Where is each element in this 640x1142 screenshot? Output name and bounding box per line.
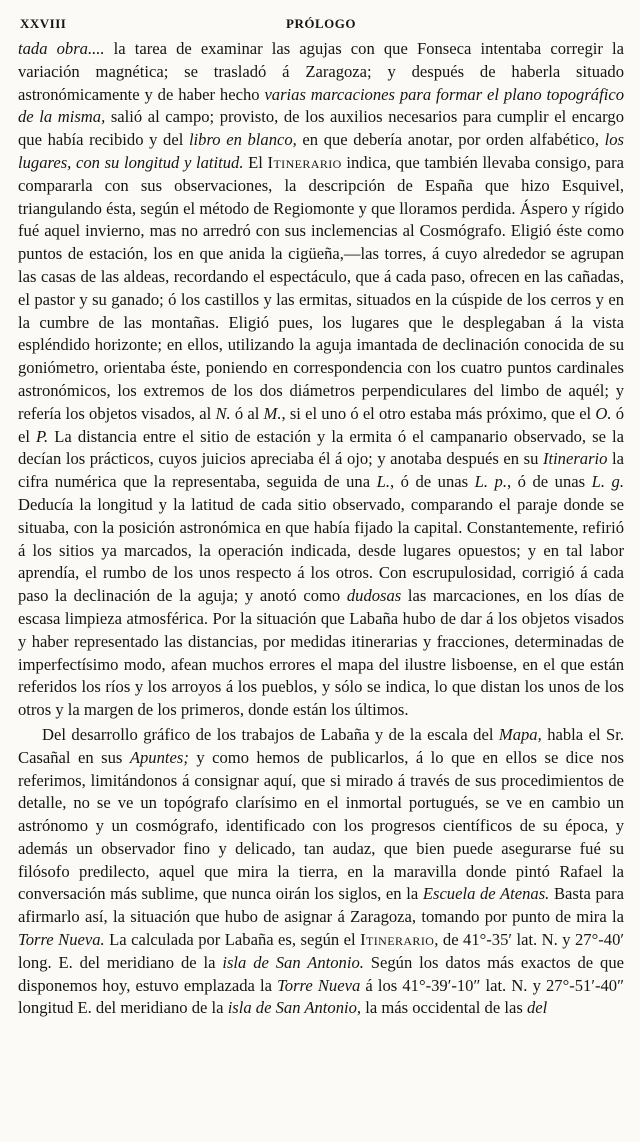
italic-text: M.: [263, 403, 282, 423]
italic-text: isla de San Antonio: [227, 998, 357, 1018]
italic-text: Torre Nueva: [277, 975, 361, 995]
text-run: , de 41°-35′ lat. N. y 27°-40′ long. E. del meridiano de la: [18, 930, 624, 972]
text-run: La calculada por Labaña es, según el: [104, 930, 361, 950]
text-run: ó al: [230, 403, 264, 423]
text-run: La distancia entre el sitio de estación y la ermita ó el campanario observado, se la decían los prácticos, cuyos juicios apreciaba él á ojo; y anotaba después en su: [18, 426, 624, 469]
italic-text: O.: [595, 403, 612, 423]
italic-text: libro en blanco,: [188, 130, 297, 150]
text-run: á los 41°-39′-10″ lat. N. y 27°-51′-40″ longitud E. del meridiano de la: [18, 975, 624, 1018]
running-head: [18, 16, 624, 38]
text-run: Basta para afirmarlo así, la situación que hubo de asignar á Zaragoza, tomando por punto de mira la: [18, 884, 624, 927]
paragraph: [18, 38, 624, 722]
italic-text: L. g.: [591, 472, 624, 492]
text-run: Del desarrollo gráfico de los trabajos de Labaña y de la escala del: [42, 724, 499, 744]
italic-text: isla de San Antonio.: [222, 952, 364, 972]
italic-text: tada obra....: [18, 39, 105, 58]
text-run: la tarea de examinar las agujas con que Fonseca intentaba corregir la variación magnética; se trasladó á Zaragoza; y después de haberla situado astronómicamente y de haber hecho: [18, 39, 624, 104]
italic-text: P.: [36, 426, 49, 446]
text-run: , ó de unas: [389, 472, 475, 492]
italic-text: los lugares, con su longitud y latitud.: [18, 130, 624, 172]
italic-text: varias marcaciones para formar el plano topográfico de la misma,: [18, 84, 624, 127]
italic-text: L. p.: [474, 472, 507, 492]
text-run: indica, que también llevaba consigo, para compararla con sus observaciones, la descripción de España que hizo Esquivel, triangulando ésta, según el método de Regiomonte y que lloramos perdida. Áspero y rígido fué aquel invierno, mas no arredró con sus inclemencias al Cosmógrafo. Eligió éste como puntos de estación, los en que anida la cigüeña,—las torres, á cuyo alrededor se agrupan las casas de las aldeas, recordando el espectáculo, que á cada paso, ofrecen en las cañadas, el pastor y su ganado; ó los castillos y las ermitas, situados en la cúspide de los cerros y en la cumbre de las montañas. Eligió pues, los lugares que le desplegaban á la vista espléndido horizonte; en ellos, utilizando la aguja imantada de declinación conocida de su goniómetro, orientaba éste, poniendo en correspondencia con los cuatro puntos cardinales astronómicos, los extremos de los dos diámetros perpendiculares del limbo de aquél; y refería los objetos visados, al: [18, 152, 624, 423]
small-caps-text: Itinerario: [267, 152, 342, 172]
text-run: , si el uno ó el otro estaba más próximo, que el: [281, 403, 596, 423]
text-run: Deducía la longitud y la latitud de cada sitio observado, comparando el paraje donde se situaba, con la posición astronómica en que había fijado la capital. Constantemente, refirió á los sitios ya marcados, la operación indicada, desde lugares opuestos; y en tal labor aprendía, el rumbo de los unos respecto á los otros. Con escrupulosidad, corrigió á cada paso la declinación de la aguja; y anotó como: [18, 494, 624, 606]
page-number: XXVIII: [20, 16, 67, 31]
italic-text: del: [526, 998, 548, 1018]
text-run: la cifra numérica que la representaba, seguida de una: [18, 449, 624, 492]
italic-text: Apuntes;: [129, 747, 189, 767]
italic-text: Torre Nueva.: [18, 930, 105, 950]
text-run: habla el Sr. Casañal en sus: [18, 724, 624, 767]
italic-text: N.: [215, 403, 231, 423]
text-run: , la más occidental de las: [356, 998, 527, 1018]
small-caps-text: Itinerario: [360, 930, 435, 950]
italic-text: Itinerario: [542, 449, 608, 469]
text-run: ó el: [18, 403, 624, 446]
paragraph: [18, 724, 624, 1020]
text-run: las marcaciones, en los días de escasa limpieza atmosférica. Por la situación que Labaña hubo de dar á los objetos visados y haber representado las distancias, por medidas itinerarias y fracciones, determinadas de imperfectísimo modo, afean muchos errores el mapa del ilustre lisboense, en el que están referidos los ríos y los arroyos á los pueblos, y sólo se indica, lo que distan los unos de los otros y la margen de los primeros, donde están los últimos.: [18, 586, 625, 720]
text-run: Según los datos más exactos de que disponemos hoy, estuvo emplazada la: [18, 952, 624, 995]
italic-text: L.: [376, 472, 390, 492]
italic-text: dudosas: [346, 586, 402, 606]
text-run: , ó de unas: [506, 472, 592, 492]
italic-text: Mapa,: [498, 724, 542, 744]
text-run: en que debería anotar, por orden alfabético,: [296, 130, 605, 150]
text-run: salió al campo; provisto, de los auxilios necesarios para cumplir el encargo que había recibido y del: [18, 107, 624, 150]
text-run: El: [243, 152, 268, 172]
section-title: PRÓLOGO: [286, 16, 356, 31]
text-run: y como hemos de publicarlos, á lo que en ellos se dice nos referimos, limitándonos á consignar aquí, que si mirado á través de sus procedimientos de detalle, no se ve un topógrafo clarísimo en el inmortal portugués, se ve en cambio un astrónomo y un cosmógrafo, identificado con los progresos científicos de su época, y además un observador fino y delicado, tan audaz, que bien puede asegurarse fué su filósofo predilecto, aquel que mira la tierra, en la maravilla donde pintó Rafael la conversación más sublime, que nunca oirán los siglos, en la: [18, 747, 624, 904]
body-text: [18, 38, 624, 1020]
italic-text: Escuela de Atenas.: [422, 884, 550, 904]
